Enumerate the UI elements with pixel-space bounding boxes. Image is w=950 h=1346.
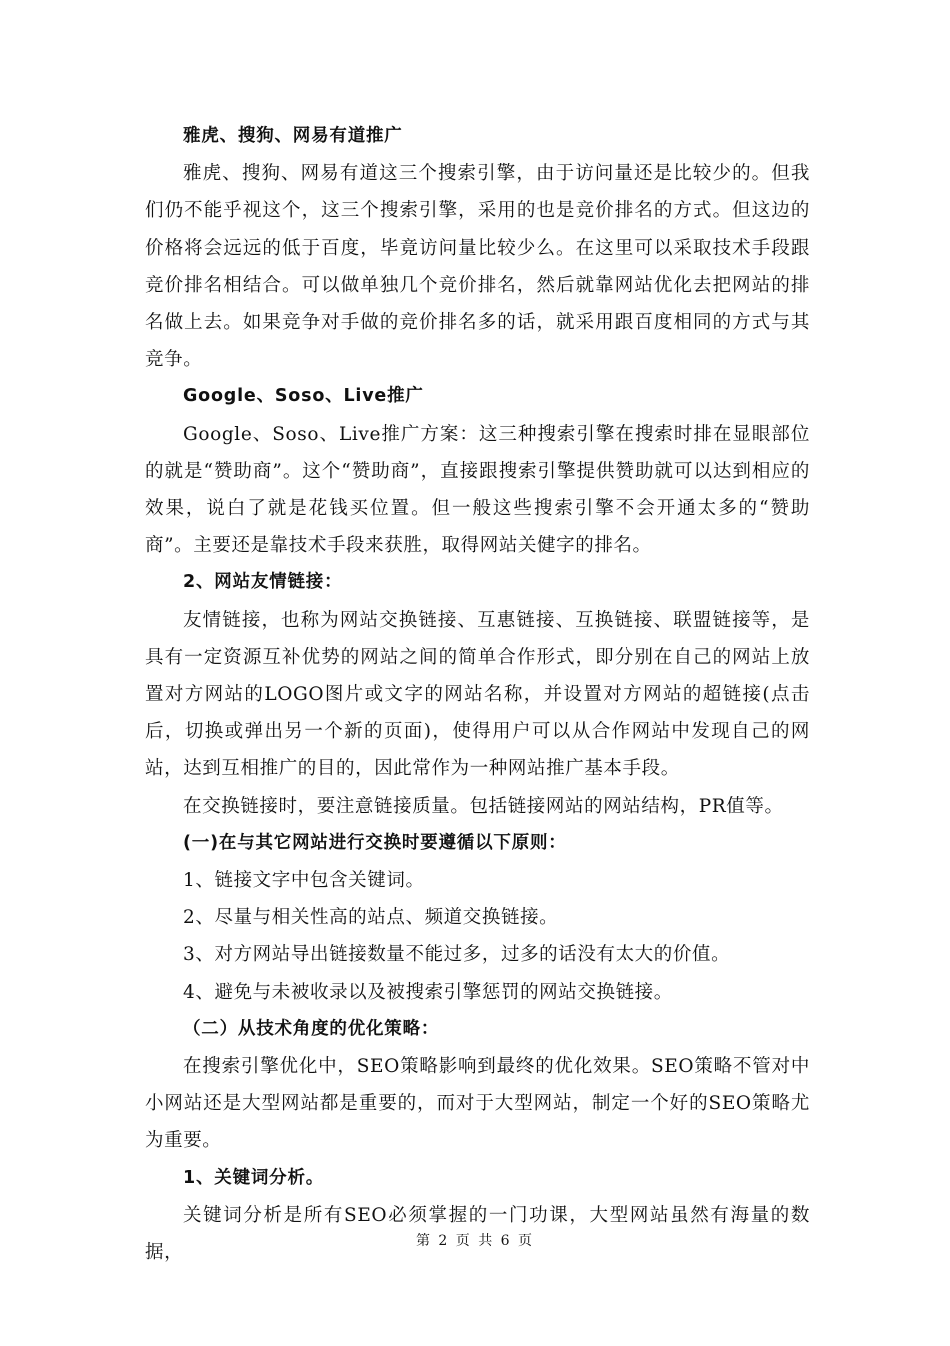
heading-exchange-principles: (一)在与其它网站进行交换时要遵循以下原则： — [183, 832, 567, 853]
list-item-principle-2: 2、尽量与相关性高的站点、频道交换链接。 — [183, 907, 559, 929]
paragraph-google-soso-live: Google、Soso、Live推广方案：这三种搜索引擎在搜索时排在显眼部位的就是“赞助商”。这个“赞助商”，直接跟搜索引擎提供赞助就可以达到相应的效果，说白了就是花钱买位置。但一般这些搜索引擎不会开通太多的“赞助商”。主要还是靠技术手段来获胜，取得网站关健字的排名。 — [145, 423, 810, 557]
heading-google-soso-live: Google、Soso、Live推广 — [183, 386, 424, 407]
paragraph-link-quality: 在交换链接时，要注意链接质量。包括链接网站的网站结构，PR值等。 — [183, 795, 784, 817]
list-item-principle-4: 4、避免与未被收录以及被搜索引擎惩罚的网站交换链接。 — [183, 981, 673, 1003]
heading-keyword-analysis: 1、关键词分析。 — [183, 1167, 325, 1188]
paragraph-seo-strategy: 在搜索引擎优化中，SEO策略影响到最终的优化效果。SEO策略不管对中小网站还是大型网站都是重要的，而对于大型网站，制定一个好的SEO策略尤为重要。 — [145, 1056, 810, 1152]
paragraph-friend-links: 友情链接，也称为网站交换链接、互惠链接、互换链接、联盟链接等，是具有一定资源互补优势的网站之间的简单合作形式，即分别在自己的网站上放置对方网站的LOGO图片或文字的网站名称，并设置对方网站的超链接(点击后，切换或弹出另一个新的页面)，使得用户可以从合作网站中发现自己的网站，达到互相推广的目的，因此常作为一种网站推广基本手段。 — [145, 609, 810, 780]
paragraph-keyword-analysis: 关键词分析是所有SEO必须掌握的一门功课，大型网站虽然有海量的数据， — [145, 1204, 810, 1264]
heading-technical-strategy: （二）从技术角度的优化策略： — [183, 1018, 440, 1039]
page-number-footer: 第 2 页 共 6 页 — [415, 1233, 535, 1249]
paragraph-yahoo-sogou-youdao: 雅虎、搜狗、网易有道这三个搜索引擎，由于访问量还是比较少的。但我们仍不能乎视这个，这三个搜索引擎，采用的也是竞价排名的方式。但这边的价格将会远远的低于百度，毕竟访问量比较少么。在这里可以采取技术手段跟竞价排名相结合。可以做单独几个竞价排名，然后就靠网站优化去把网站的排名做上去。如果竞争对手做的竞价排名多的话，就采用跟百度相同的方式与其竞争。 — [145, 163, 810, 371]
list-item-principle-3: 3、对方网站导出链接数量不能过多，过多的话没有太大的价值。 — [183, 944, 731, 966]
list-item-principle-1: 1、链接文字中包含关键词。 — [183, 870, 425, 892]
heading-friend-links: 2、网站友情链接： — [183, 572, 343, 593]
heading-yahoo-sogou-youdao: 雅虎、搜狗、网易有道推广 — [183, 126, 403, 146]
document-body — [145, 118, 810, 1271]
